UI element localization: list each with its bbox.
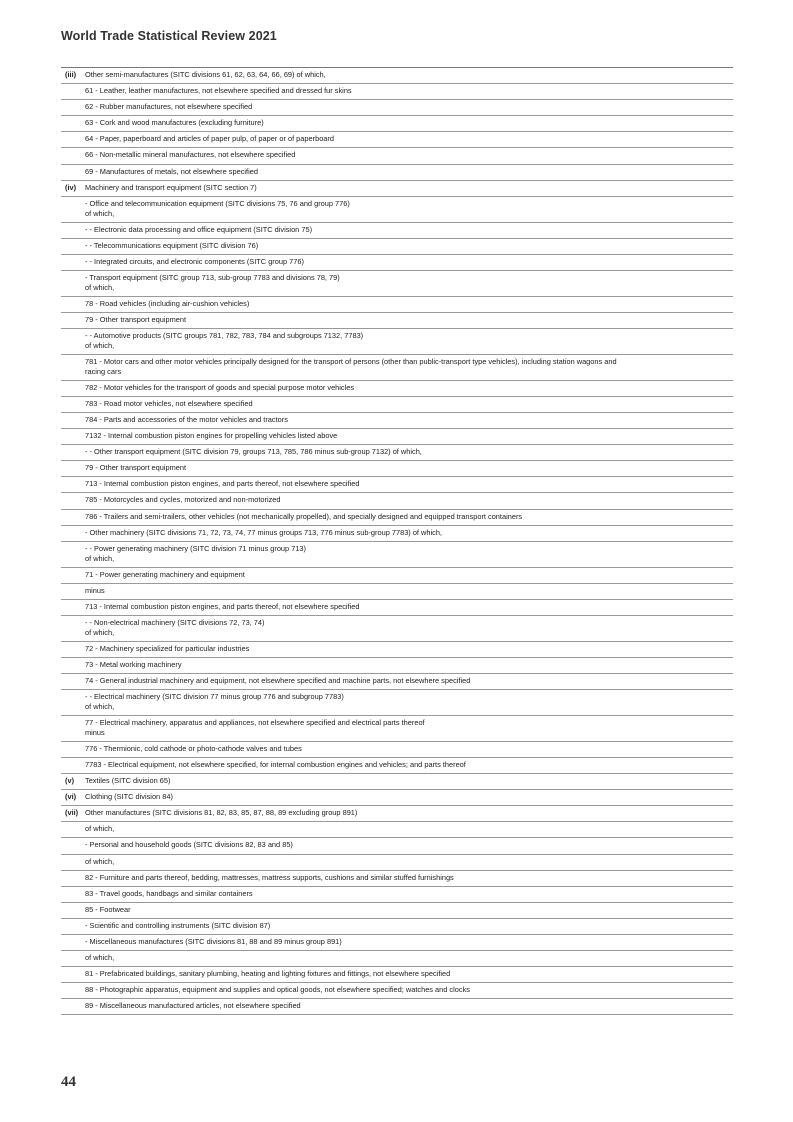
row-description-line: 63 - Cork and wood manufactures (excluding furniture) (85, 118, 264, 128)
row-roman-numeral: (v) (65, 776, 75, 786)
table-row (61, 297, 733, 313)
row-description-line: 73 - Metal working machinery (85, 659, 182, 669)
row-description (85, 241, 733, 251)
table-row (61, 84, 733, 100)
table-row (61, 935, 733, 951)
row-description (85, 644, 733, 654)
row-description (85, 676, 733, 686)
row-description (85, 479, 733, 489)
row-description (85, 399, 733, 409)
row-description-line: - - Automotive products (SITC groups 781, 782, 783, 784 and subgroups 7132, 7783) (85, 331, 364, 340)
row-description (85, 744, 733, 754)
row-description (85, 840, 733, 850)
row-description-line: 61 - Leather, leather manufactures, not elsewhere specified and dressed fur skins (85, 86, 352, 96)
row-description-line: 74 - General industrial machinery and equipment, not elsewhere specified and machine parts, not elsewhere specified (85, 675, 471, 685)
row-description (85, 257, 733, 267)
row-description-line: of which, (85, 627, 115, 637)
row-description-line: - Personal and household goods (SITC divisions 82, 83 and 85) (85, 840, 293, 850)
row-description-line: of which, (85, 341, 115, 350)
row-description-line: 66 - Non-metallic mineral manufactures, not elsewhere specified (85, 150, 296, 160)
table-row (61, 600, 733, 616)
row-description (85, 889, 733, 899)
row-description (85, 447, 733, 457)
row-description (85, 102, 733, 112)
table-row (61, 616, 733, 642)
row-description-line: - Scientific and controlling instruments (SITC division 87) (85, 920, 271, 930)
table-row (61, 526, 733, 542)
row-description (85, 415, 733, 425)
row-description-line: 69 - Manufactures of metals, not elsewhere specified (85, 166, 258, 176)
row-description-line: of which, (85, 824, 115, 834)
row-description-line: - Miscellaneous manufactures (SITC divisions 81, 88 and 89 minus group 891) (85, 936, 342, 946)
table-row (61, 584, 733, 600)
row-description-line: of which, (85, 953, 115, 963)
row-description (85, 512, 733, 522)
row-description (85, 969, 733, 979)
table-row (61, 165, 733, 181)
row-description-line: - Transport equipment (SITC group 713, sub-group 7783 and divisions 78, 79) (85, 272, 340, 282)
row-description-line: 786 - Trailers and semi-trailers, other vehicles (not mechanically propelled), and specially designed and equipped transport containers (85, 511, 523, 521)
row-description-line: - Office and telecommunication equipment (SITC divisions 75, 76 and group 776) (85, 198, 350, 208)
table-row (61, 887, 733, 903)
page-number: 44 (61, 1074, 76, 1090)
row-description-line: 72 - Machinery specialized for particular industries (85, 643, 250, 653)
table-row (61, 132, 733, 148)
row-description-line: 782 - Motor vehicles for the transport of goods and special purpose motor vehicles (85, 382, 355, 392)
row-description (85, 118, 733, 128)
row-description-line: 64 - Paper, paperboard and articles of paper pulp, of paper or of paperboard (85, 134, 334, 144)
table-row (61, 223, 733, 239)
row-description (85, 718, 733, 738)
row-description (85, 776, 733, 786)
row-description (85, 857, 733, 867)
row-description (85, 953, 733, 963)
row-description-line: 776 - Thermionic, cold cathode or photo-cathode valves and tubes (85, 743, 302, 753)
table-row (61, 658, 733, 674)
row-roman-numeral: (iii) (65, 70, 77, 79)
table-row (61, 477, 733, 493)
row-description-line: - - Integrated circuits, and electronic components (SITC group 776) (85, 256, 304, 266)
row-description-line: Machinery and transport equipment (SITC section 7) (85, 182, 257, 192)
row-description (85, 1001, 733, 1011)
row-description-line: 785 - Motorcycles and cycles, motorized and non-motorized (85, 495, 281, 505)
row-description-line: Other semi-manufactures (SITC divisions 61, 62, 63, 64, 66, 69) of which, (85, 70, 326, 79)
page-header-title: World Trade Statistical Review 2021 (61, 29, 277, 43)
table-row (61, 822, 733, 838)
table-row (61, 919, 733, 935)
row-description-line: racing cars (85, 366, 122, 376)
table-row (61, 690, 733, 716)
row-description (85, 921, 733, 931)
row-description-line: 7132 - Internal combustion piston engines for propelling vehicles listed above (85, 431, 338, 441)
table-row (61, 568, 733, 584)
row-description (85, 937, 733, 947)
table-row (61, 542, 733, 568)
row-description (85, 70, 733, 80)
row-description-line: of which, (85, 702, 115, 712)
table-row (61, 68, 733, 84)
row-description (85, 273, 733, 293)
row-description-line: of which, (85, 208, 115, 218)
table-row (61, 255, 733, 271)
row-description-line: 81 - Prefabricated buildings, sanitary plumbing, heating and lighting fixtures and fittings, not elsewhere specified (85, 969, 451, 979)
table-row (61, 674, 733, 690)
row-description-line: - - Non-electrical machinery (SITC divisions 72, 73, 74) (85, 617, 265, 627)
row-description-line: 62 - Rubber manufactures, not elsewhere specified (85, 102, 253, 112)
row-description-line: of which, (85, 553, 115, 563)
row-description-line: 79 - Other transport equipment (85, 314, 187, 324)
table-row (61, 790, 733, 806)
row-description (85, 86, 733, 96)
table-row (61, 197, 733, 223)
row-description-line: of which, (85, 282, 115, 292)
table-row (61, 413, 733, 429)
table-row (61, 181, 733, 197)
row-description (85, 544, 733, 564)
row-description-line: 71 - Power generating machinery and equipment (85, 569, 245, 579)
row-description-line: minus (85, 727, 105, 737)
row-description (85, 134, 733, 144)
table-row (61, 510, 733, 526)
table-row (61, 313, 733, 329)
row-description (85, 495, 733, 505)
row-roman-numeral: (iv) (65, 182, 77, 192)
table-row (61, 967, 733, 983)
row-description (85, 692, 733, 712)
table-row (61, 999, 733, 1015)
row-description (85, 299, 733, 309)
table-row (61, 116, 733, 132)
row-description (85, 985, 733, 995)
table-row (61, 742, 733, 758)
table-row (61, 445, 733, 461)
row-description (85, 905, 733, 915)
row-description (85, 383, 733, 393)
row-description-line: Clothing (SITC division 84) (85, 792, 173, 802)
row-description-line: 89 - Miscellaneous manufactured articles, not elsewhere specified (85, 1001, 301, 1011)
table-row (61, 871, 733, 887)
row-description-line: - Other machinery (SITC divisions 71, 72, 73, 74, 77 minus groups 713, 776 minus sub-group 7783) of which, (85, 527, 442, 537)
table-row (61, 329, 733, 355)
row-description (85, 660, 733, 670)
row-description (85, 824, 733, 834)
row-description-line: 88 - Photographic apparatus, equipment and supplies and optical goods, not elsewhere specified; watches and clocks (85, 985, 470, 995)
row-description (85, 199, 733, 219)
row-description (85, 225, 733, 235)
table-row (61, 903, 733, 919)
table-row (61, 429, 733, 445)
row-description-line: 78 - Road vehicles (including air-cushion vehicles) (85, 298, 250, 308)
table-row (61, 355, 733, 381)
row-description (85, 760, 733, 770)
sitc-classification-table (61, 67, 733, 1015)
row-description (85, 873, 733, 883)
row-description (85, 331, 733, 351)
row-description-line: 713 - Internal combustion piston engines, and parts thereof, not elsewhere specified (85, 601, 360, 611)
row-description-line: 85 - Footwear (85, 904, 131, 914)
row-description-line: - - Electrical machinery (SITC division 77 minus group 776 and subgroup 7783) (85, 692, 344, 702)
row-description (85, 150, 733, 160)
row-description-line: 784 - Parts and accessories of the motor vehicles and tractors (85, 414, 288, 424)
row-description-line: 7783 - Electrical equipment, not elsewhere specified, for internal combustion engines and vehicles; and parts thereof (85, 759, 466, 769)
table-row (61, 271, 733, 297)
row-description (85, 463, 733, 473)
row-description-line: - - Telecommunications equipment (SITC division 76) (85, 240, 259, 250)
row-description (85, 570, 733, 580)
row-description-line: 83 - Travel goods, handbags and similar containers (85, 888, 253, 898)
table-row (61, 806, 733, 822)
row-description (85, 528, 733, 538)
table-row (61, 397, 733, 413)
row-description-line: - - Other transport equipment (SITC division 79, groups 713, 785, 786 minus sub-group 7132) of which, (85, 447, 422, 457)
row-description-line: Textiles (SITC division 65) (85, 776, 171, 786)
table-row (61, 855, 733, 871)
row-description-line: 82 - Furniture and parts thereof, bedding, mattresses, mattress supports, cushions and similar stuffed furnishings (85, 872, 454, 882)
row-roman-numeral: (vi) (65, 792, 77, 802)
row-description (85, 183, 733, 193)
table-row (61, 983, 733, 999)
row-description-line: - - Power generating machinery (SITC division 71 minus group 713) (85, 543, 306, 553)
table-row (61, 838, 733, 854)
row-description (85, 586, 733, 596)
row-description (85, 315, 733, 325)
row-description (85, 618, 733, 638)
row-roman-numeral: (vii) (65, 808, 79, 818)
row-description-line: 713 - Internal combustion piston engines, and parts thereof, not elsewhere specified (85, 479, 360, 489)
row-description (85, 167, 733, 177)
table-row (61, 493, 733, 509)
row-description (85, 792, 733, 802)
row-description (85, 357, 733, 377)
table-row (61, 381, 733, 397)
row-description-line: 79 - Other transport equipment (85, 463, 187, 473)
table-row (61, 642, 733, 658)
table-row (61, 716, 733, 742)
table-row (61, 461, 733, 477)
table-row (61, 239, 733, 255)
table-row (61, 100, 733, 116)
row-description (85, 602, 733, 612)
row-description-line: 783 - Road motor vehicles, not elsewhere specified (85, 398, 253, 408)
row-description-line: of which, (85, 856, 115, 866)
row-description-line: 77 - Electrical machinery, apparatus and appliances, not elsewhere specified and electrical parts thereof (85, 717, 425, 727)
table-row (61, 774, 733, 790)
row-description-line: Other manufactures (SITC divisions 81, 82, 83, 85, 87, 88, 89 excluding group 891) (85, 808, 358, 818)
row-description-line: minus (85, 585, 105, 595)
row-description (85, 431, 733, 441)
row-description-line: - - Electronic data processing and office equipment (SITC division 75) (85, 224, 313, 234)
table-row (61, 951, 733, 967)
row-description (85, 808, 733, 818)
row-description-line: 781 - Motor cars and other motor vehicles principally designed for the transport of persons (other than public-transport type vehicles), including station wagons and (85, 356, 617, 366)
table-row (61, 148, 733, 164)
table-row (61, 758, 733, 774)
